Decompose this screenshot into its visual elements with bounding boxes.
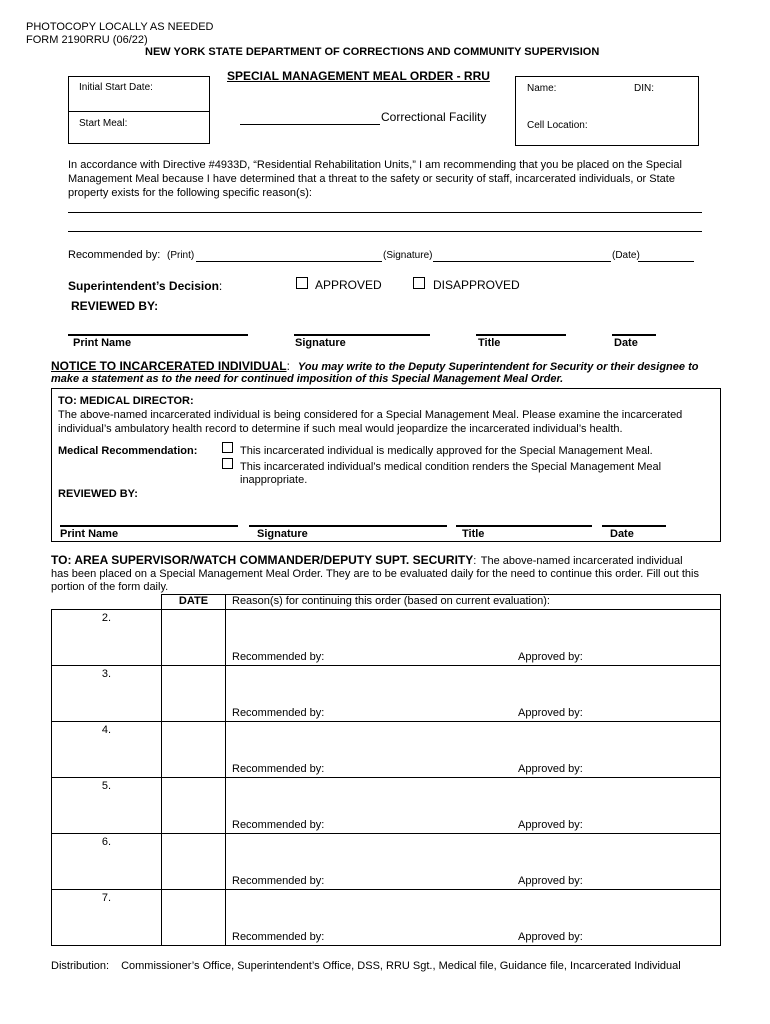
notice-section	[51, 359, 731, 374]
date-cell[interactable]	[162, 610, 226, 666]
recommended-date-label: (Date)	[612, 250, 640, 261]
row-number: 5.	[52, 778, 162, 834]
start-meal-label: Start Meal:	[79, 118, 128, 129]
reason-cell[interactable]	[226, 834, 721, 890]
form-number: FORM 2190RRU (06/22)	[26, 34, 148, 46]
row-number: 7.	[52, 890, 162, 946]
title-line-2[interactable]	[456, 525, 592, 527]
date-column-header: DATE	[162, 595, 226, 610]
approved-by-label: Approved by:	[518, 651, 583, 663]
notice-text-1: You may write to the Deputy Superintendent for Security or their designee to	[297, 361, 699, 373]
reason-cell[interactable]	[226, 778, 721, 834]
start-meal-field[interactable]	[68, 111, 210, 144]
recommended-print-label: (Print)	[167, 250, 195, 261]
area-text-2: has been placed on a Special Management Meal Order. They are to be evaluated daily for the need to continue this order. Fill out this portion of the form daily.	[51, 568, 699, 593]
medical-recommendation-label: Medical Recommendation:	[58, 445, 198, 457]
disapproved-label: DISAPPROVED	[433, 278, 520, 292]
reviewed-by-label-2: REVIEWED BY:	[58, 488, 138, 500]
cell-location-label: Cell Location:	[527, 120, 588, 131]
reason-column-header: Reason(s) for continuing this order (based on current evaluation):	[226, 595, 721, 610]
decision-colon: :	[218, 279, 223, 293]
table-row	[52, 666, 721, 722]
din-label: DIN:	[634, 83, 654, 94]
date-label-1: Date	[614, 337, 638, 349]
reason-cell[interactable]	[226, 722, 721, 778]
facility-line[interactable]	[240, 124, 380, 125]
initial-start-date-label: Initial Start Date:	[79, 82, 153, 93]
disapproved-checkbox[interactable]	[413, 277, 425, 289]
name-label: Name:	[527, 83, 557, 94]
recommended-by-label: Recommended by:	[232, 651, 325, 663]
signature-line-2[interactable]	[249, 525, 447, 527]
reason-line-2[interactable]	[68, 231, 702, 232]
area-supervisor-heading-line	[51, 553, 741, 568]
recommended-by-label: Recommended by:	[232, 707, 325, 719]
recommended-signature-line[interactable]	[433, 261, 611, 262]
table-row	[52, 890, 721, 946]
recommended-by-label: Recommended by:	[232, 763, 325, 775]
row-number: 3.	[52, 666, 162, 722]
recommended-by-label: Recommended by:	[232, 875, 325, 887]
date-cell[interactable]	[162, 890, 226, 946]
table-row	[52, 778, 721, 834]
signature-line-1[interactable]	[294, 334, 430, 336]
recommended-by-label: Recommended by:	[232, 819, 325, 831]
recommended-print-line[interactable]	[196, 261, 382, 262]
medical-text: The above-named incarcerated individual is being considered for a Special Management Meal. Please examine the incarcerated individual’s ambulatory health record to determine if such meal would jeopardize the incarcerated individual’s health.	[58, 409, 683, 435]
date-line-2[interactable]	[602, 525, 666, 527]
date-label-2: Date	[610, 528, 634, 540]
print-name-line-2[interactable]	[60, 525, 238, 527]
recommended-by-label: Recommended by:	[68, 249, 161, 261]
table-header-row	[52, 595, 721, 610]
row-number: 6.	[52, 834, 162, 890]
inmate-info-box	[515, 76, 699, 146]
area-colon: :	[473, 555, 477, 567]
intro-paragraph: In accordance with Directive #4933D, “Residential Rehabilitation Units,” I am recommending that you be placed on the Special Management Meal because I have determined that a threat to the safety or security of staff, incarcerated individuals, or State property exists for the following specific reason(s):	[68, 159, 682, 199]
approved-by-label: Approved by:	[518, 707, 583, 719]
title-label-1: Title	[478, 337, 501, 349]
distribution-text: Commissioner’s Office, Superintendent’s Office, DSS, RRU Sgt., Medical file, Guidance file, Incarcerated Individual	[121, 960, 681, 972]
medical-director-box	[51, 388, 721, 542]
row-number: 4.	[52, 722, 162, 778]
row-number: 2.	[52, 610, 162, 666]
table-row	[52, 722, 721, 778]
form-title: SPECIAL MANAGEMENT MEAL ORDER - RRU	[227, 69, 490, 83]
medical-option-2: This incarcerated individual’s medical condition renders the Special Management Meal inappropriate.	[240, 461, 662, 486]
recommended-date-line[interactable]	[638, 261, 694, 262]
approved-by-label: Approved by:	[518, 931, 583, 943]
distribution-line	[51, 960, 681, 972]
initial-start-date-field[interactable]	[68, 76, 210, 112]
area-supervisor-heading: TO: AREA SUPERVISOR/WATCH COMMANDER/DEPUTY SUPT. SECURITY	[51, 553, 474, 567]
daily-evaluation-table	[51, 594, 721, 946]
facility-label: Correctional Facility	[381, 110, 487, 124]
signature-label-1: Signature	[295, 337, 346, 349]
print-name-line-1[interactable]	[68, 334, 248, 336]
distribution-label: Distribution:	[51, 960, 110, 972]
reason-cell[interactable]	[226, 666, 721, 722]
medically-inappropriate-checkbox[interactable]	[222, 458, 233, 469]
approved-by-label: Approved by:	[518, 819, 583, 831]
approved-by-label: Approved by:	[518, 763, 583, 775]
area-text-1: The above-named incarcerated individual	[480, 555, 683, 567]
date-cell[interactable]	[162, 666, 226, 722]
date-line-1[interactable]	[612, 334, 656, 336]
signature-label-2: Signature	[257, 528, 308, 540]
medically-approved-checkbox[interactable]	[222, 442, 233, 453]
notice-text-2: make a statement as to the need for continued imposition of this Special Management Meal Order.	[51, 373, 564, 385]
reason-cell[interactable]	[226, 890, 721, 946]
medical-option-1: This incarcerated individual is medically approved for the Special Management Meal.	[240, 445, 653, 457]
table-row	[52, 834, 721, 890]
title-line-1[interactable]	[476, 334, 566, 336]
title-label-2: Title	[462, 528, 485, 540]
notice-heading: NOTICE TO INCARCERATED INDIVIDUAL	[51, 359, 287, 373]
date-cell[interactable]	[162, 834, 226, 890]
reason-line-1[interactable]	[68, 212, 702, 213]
reviewed-by-label-1: REVIEWED BY:	[71, 299, 159, 313]
superintendent-decision-label	[68, 279, 222, 293]
date-cell[interactable]	[162, 778, 226, 834]
recommended-by-label: Recommended by:	[232, 931, 325, 943]
superintendent-decision-text: Superintendent’s Decision	[68, 279, 219, 293]
reason-cell[interactable]	[226, 610, 721, 666]
recommended-signature-label: (Signature)	[383, 250, 433, 261]
photocopy-note: PHOTOCOPY LOCALLY AS NEEDED	[26, 21, 214, 33]
approved-label: APPROVED	[315, 278, 382, 292]
department-title: NEW YORK STATE DEPARTMENT OF CORRECTIONS AND COMMUNITY SUPERVISION	[145, 46, 600, 58]
medical-to-label: TO: MEDICAL DIRECTOR:	[58, 395, 194, 407]
approved-by-label: Approved by:	[518, 875, 583, 887]
date-cell[interactable]	[162, 722, 226, 778]
table-row	[52, 610, 721, 666]
approved-checkbox[interactable]	[296, 277, 308, 289]
print-name-label-2: Print Name	[60, 528, 119, 540]
notice-colon: :	[286, 359, 290, 373]
print-name-label-1: Print Name	[73, 337, 132, 349]
